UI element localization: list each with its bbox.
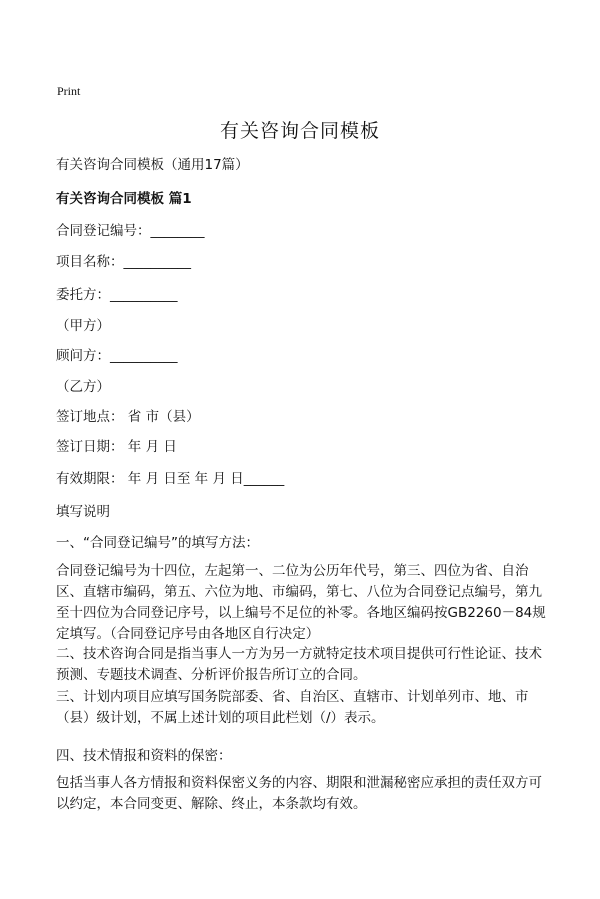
item1-heading: 一、“合同登记编号”的填写方法： (56, 535, 259, 551)
sign-place-field: 签订地点： 省 市（县） (56, 409, 200, 425)
section-heading: 有关咨询合同模板 篇1 (56, 191, 192, 207)
item4-body: 包括当事人各方情报和资料保密义务的内容、期限和泄漏秘密应承担的责任双方可以约定，本合同变更、解除、终止，本条款均有效。 (56, 775, 542, 812)
instructions-heading: 填写说明 (56, 504, 110, 520)
item1-body: 合同登记编号为十四位，左起第一、二位为公历年代号，第三、四位为省、自治区、直辖市编码，第五、六位为地、市编码，第七、八位为合同登记点编号，第九至十四位为合同登记序号，以上编号不足位的补零。各地区编码按GB2260－84规定填写。（合同登记序号由各地区自行决定） (56, 563, 546, 642)
party-b-label: （乙方） (56, 379, 110, 395)
print-label: Print (57, 84, 81, 98)
sign-date-field: 签订日期： 年 月 日 (56, 439, 177, 455)
valid-period-field: 有效期限： 年 月 日至 年 月 日______ (56, 471, 285, 487)
project-name-field: 项目名称：__________ (56, 254, 191, 270)
party-a-label: （甲方） (56, 318, 110, 334)
document-title: 有关咨询合同模板 (219, 120, 380, 142)
subtitle: 有关咨询合同模板（通用17篇） (56, 157, 249, 173)
client-field: 委托方：__________ (56, 287, 178, 303)
consultant-field: 顾问方：__________ (56, 348, 178, 364)
item3-paragraph: 三、计划内项目应填写国务院部委、省、自治区、直辖市、计划单列市、地、市（县）级计划，不属上述计划的项目此栏划（/）表示。 (56, 689, 529, 726)
contract-number-field: 合同登记编号：________ (56, 223, 205, 239)
item2-paragraph: 二、技术咨询合同是指当事人一方为另一方就特定技术项目提供可行性论证、技术预测、专题技术调查、分析评价报告所订立的合同。 (56, 646, 542, 683)
item4-heading: 四、技术情报和资料的保密： (56, 748, 232, 764)
